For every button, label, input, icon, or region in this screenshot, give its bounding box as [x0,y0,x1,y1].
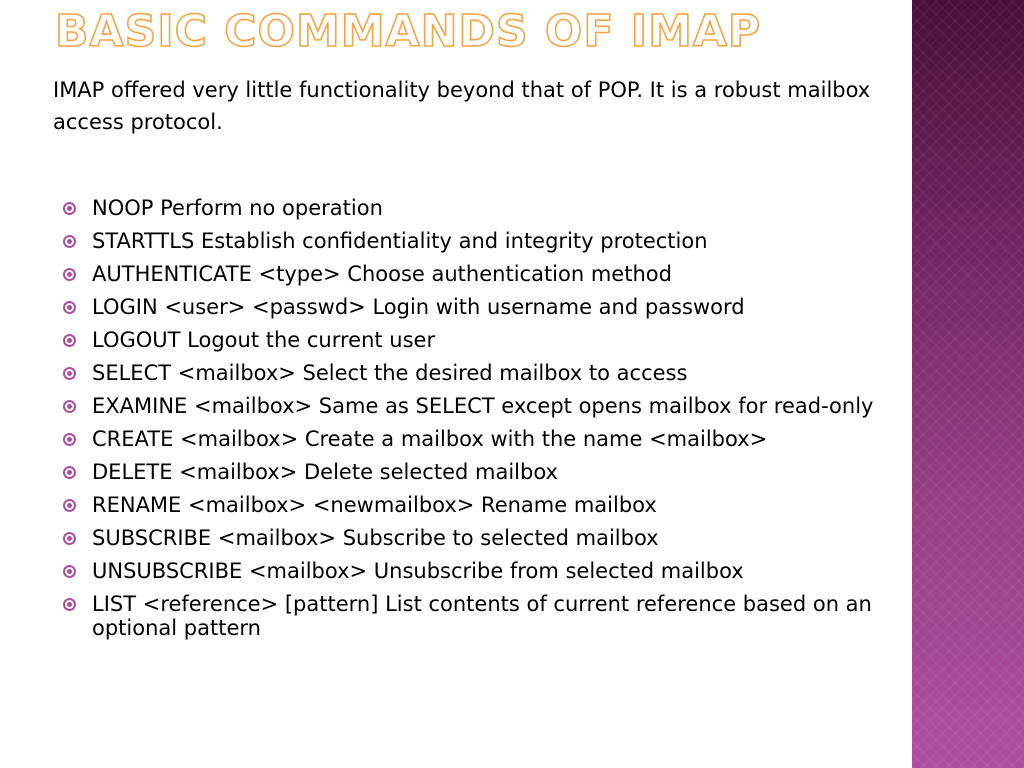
list-item [62,328,892,352]
bullet-icon [63,235,76,248]
list-item [62,295,892,319]
bullet-icon [63,598,76,611]
list-item [62,526,892,550]
bullet-icon [63,400,76,413]
slide-title: BASIC COMMANDS OF IMAP [55,6,762,57]
intro-paragraph: IMAP offered very little functionality beyond that of POP. It is a robust mailbox access protocol. [53,78,871,134]
decorative-side-band [912,0,1024,768]
list-item-text: RENAME <mailbox> <newmailbox> Rename mailbox [92,493,657,517]
bullet-icon [63,301,76,314]
list-item [62,493,892,517]
list-item-text: EXAMINE <mailbox> Same as SELECT except opens mailbox for read-only [92,394,874,418]
list-item-text: SUBSCRIBE <mailbox> Subscribe to selected mailbox [92,526,659,550]
list-item-text: DELETE <mailbox> Delete selected mailbox [92,460,558,484]
list-item [62,361,892,385]
bullet-icon [63,499,76,512]
bullet-icon [63,334,76,347]
list-item [62,196,892,220]
list-item-text: NOOP Perform no operation [92,196,383,220]
list-item-text: LOGOUT Logout the current user [92,328,436,352]
list-item [62,592,892,640]
list-item [62,394,892,418]
list-item-text: STARTTLS Establish confidentiality and integrity protection [92,229,708,253]
list-item [62,229,892,253]
list-item-text: LOGIN <user> <passwd> Login with username and password [92,295,745,319]
list-item [62,262,892,286]
list-item [62,427,892,451]
list-item [62,460,892,484]
list-item-text: LIST <reference> [pattern] List contents of current reference based on an optional pattern [92,592,872,640]
list-item-text: AUTHENTICATE <type> Choose authentication method [92,262,672,286]
bullet-icon [63,268,76,281]
bullet-icon [63,433,76,446]
bullet-icon [63,367,76,380]
bullet-icon [63,466,76,479]
list-item [62,559,892,583]
bullet-icon [63,565,76,578]
list-item-text: UNSUBSCRIBE <mailbox> Unsubscribe from selected mailbox [92,559,744,583]
bullet-icon [63,532,76,545]
list-item-text: SELECT <mailbox> Select the desired mailbox to access [92,361,688,385]
command-list [62,196,892,649]
bullet-icon [63,202,76,215]
list-item-text: CREATE <mailbox> Create a mailbox with the name <mailbox> [92,427,768,451]
